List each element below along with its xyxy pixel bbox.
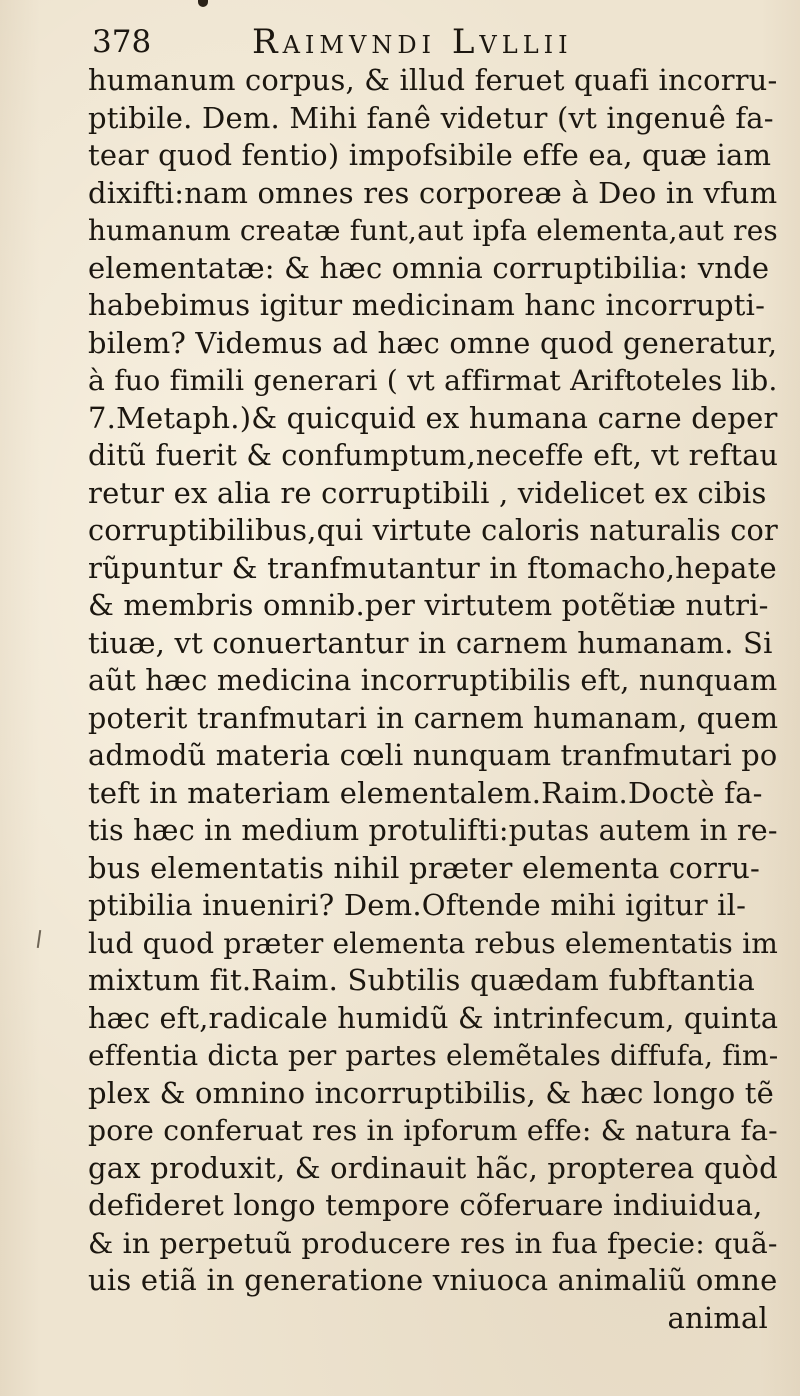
text-line: habebimus igitur medicinam hanc incorrupti- [88,288,766,322]
text-line: pore conferuat res in ipforum effe: & natura fa- [88,1114,778,1147]
text-line: humanum creatæ funt,aut ipfa elementa,aut res [88,214,778,247]
text-line: plex & omnino incorruptibilis, & hæc longo tẽ [88,1075,775,1110]
text-line: bus elementatis nihil præter elementa corru- [88,850,761,885]
text-line: rũpuntur & tranfmutantur in ftomacho,hepate [88,550,777,585]
text-line: tiuæ, vt conuertantur in carnem humanam. Si [88,625,773,660]
text-line: & in perpetuũ producere res in fua fpecie: quã- [88,1226,778,1260]
text-line: à fuo fimili generari ( vt affirmat Ariftoteles lib. [88,364,778,397]
text-line: retur ex alia re corruptibili , videlicet ex cibis [88,475,767,510]
text-line: poterit tranfmutari in carnem humanam, quem [88,700,779,735]
text-block [88,62,779,1337]
text-line: ptibile. Dem. Mihi fanê videtur (vt ingenuê fa- [88,100,774,135]
text-line: hæc eft,radicale humidũ & intrinfecum, quinta [88,1000,779,1035]
text-line: humanum corpus, & illud feruet quafi incorru- [88,63,778,97]
page-number: 378 [92,24,152,60]
text-line: & membris omnib.per virtutem potẽtiæ nutri- [88,588,769,622]
text-line: admodũ materia cœli nunquam tranfmutari po [88,738,778,772]
text-line: dixifti:nam omnes res corporeæ à Deo in vfum [88,175,778,210]
text-line: uis etiã in generatione vniuoca animaliũ omne [88,1263,778,1297]
text-line: bilem? Videmus ad hæc omne quod generatur, [88,325,778,360]
text-line: corruptibilibus,qui virtute caloris naturalis cor [88,513,779,547]
text-line: ptibilia inueniri? Dem.Oftende mihi igitur il- [88,888,747,922]
text-line: lud quod præter elementa rebus elementatis im [88,926,779,960]
catchword: animal [667,1300,768,1335]
text-line: defideret longo tempore cõferuare indiuidua, [88,1188,763,1222]
text-line: tis hæc in medium protulifti:putas autem in re- [88,814,778,847]
text-line: gax produxit, & ordinauit hãc, propterea quòd [88,1150,778,1185]
text-line: teft in materiam elementalem.Raim.Doctè fa- [88,775,763,810]
text-line: tear quod fentio) impofsibile effe ea, quæ iam [88,138,772,172]
text-line: ditũ fuerit & confumptum,neceffe eft, vt reftau [88,438,779,472]
text-line: elementatæ: & hæc omnia corruptibilia: vnde [88,250,770,285]
text-line: effentia dicta per partes elemẽtales diffufa, fim- [88,1039,779,1072]
running-title: Raimvndi Lvllii [252,22,573,62]
text-line: 7.Metaph.)& quicquid ex humana carne deper [88,400,778,435]
text-line: mixtum fit.Raim. Subtilis quædam fubftantia [88,963,755,997]
running-head [92,20,652,66]
text-line: aũt hæc medicina incorruptibilis eft, nunquam [88,663,778,697]
